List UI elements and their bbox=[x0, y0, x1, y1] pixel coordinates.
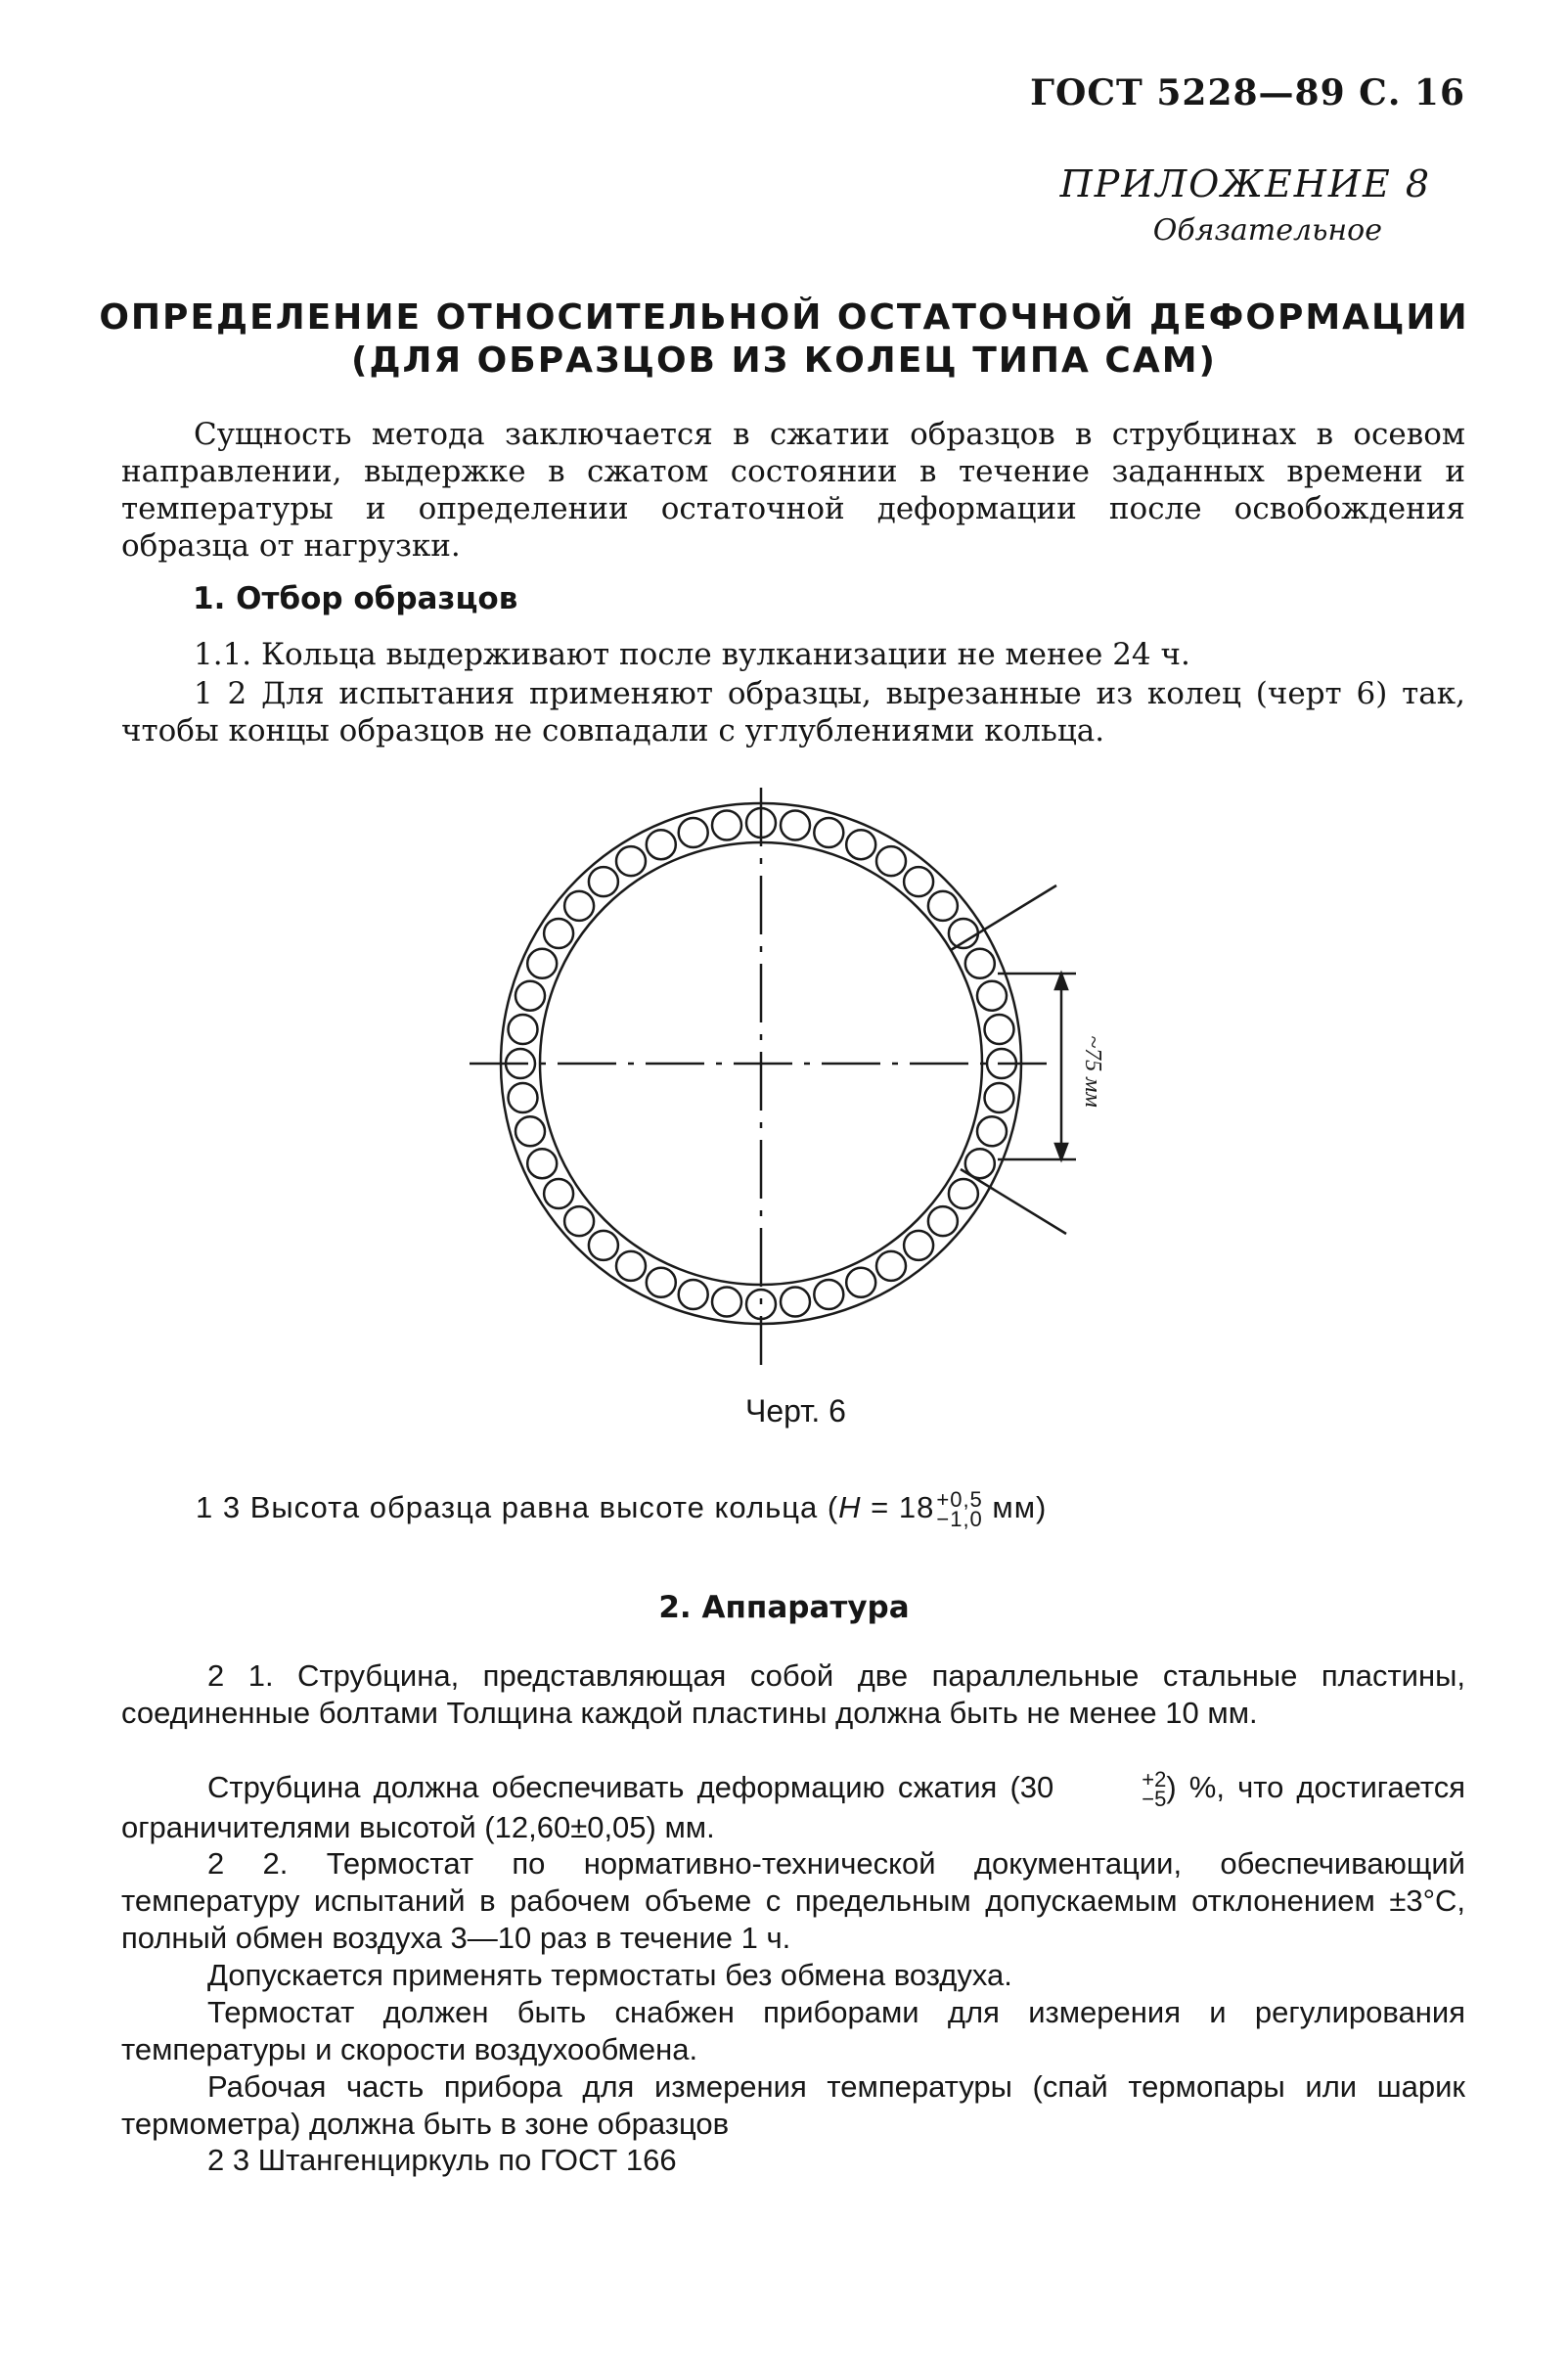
ring-hole bbox=[679, 1280, 708, 1309]
ring-hole bbox=[509, 1015, 538, 1044]
ring-hole bbox=[527, 1149, 557, 1178]
figure-caption: Черт. 6 bbox=[745, 1393, 846, 1429]
paragraph-1-1: 1.1. Кольца выдерживают после вулканизации не менее 24 ч. bbox=[194, 637, 1190, 672]
section-1-heading: 1. Отбор образцов bbox=[193, 581, 518, 616]
appendix-label: ПРИЛОЖЕНИЕ 8 bbox=[1059, 162, 1431, 205]
ring-hole bbox=[977, 1116, 1007, 1146]
ring-hole bbox=[527, 949, 557, 978]
paragraph-2-1: 2 1. Струбцина, представляющая собой две параллельные стальные пластины, соединенные болтами Толщина каждой пластины должна быть не менее 10 мм. bbox=[121, 1658, 1465, 1730]
ring-hole bbox=[781, 811, 810, 840]
p13-tolerance-upper: +0,5 bbox=[936, 1487, 983, 1512]
ring-hole bbox=[712, 1288, 741, 1317]
p13-suffix: мм) bbox=[982, 1490, 1048, 1525]
p13-prefix: 1 3 Высота образца равна высоте кольца ( bbox=[196, 1490, 839, 1525]
p21b-tolerance-lower: −5 bbox=[1142, 1786, 1167, 1811]
p13-tolerance-lower: −1,0 bbox=[936, 1507, 983, 1531]
section-2-heading: 2. Аппаратура bbox=[658, 1590, 910, 1625]
ring-hole bbox=[616, 846, 646, 876]
ring-hole bbox=[846, 830, 875, 859]
intro-paragraph: Сущность метода заключается в сжатии образцов в струбцинах в осевом направлении, выдержке в сжатом состоянии в течение заданных времени и температуры и определении остаточной деформации после освобождения образца от нагрузки. bbox=[121, 417, 1465, 564]
ring-hole bbox=[876, 1251, 906, 1281]
ring-hole bbox=[589, 1231, 618, 1260]
ring-hole bbox=[544, 919, 573, 948]
ring-hole bbox=[515, 981, 545, 1011]
p13-tolerance bbox=[936, 1487, 983, 1531]
ring-hole bbox=[679, 818, 708, 847]
document-header: ГОСТ 5228—89 С. 16 bbox=[1030, 72, 1465, 113]
dimension-arrow-top bbox=[1055, 974, 1067, 989]
ring-hole bbox=[647, 1268, 676, 1297]
ring-hole bbox=[814, 818, 843, 847]
p21b-suffix: ) %, что достигается ограничителями высотой (12,60±0,05) мм. bbox=[121, 1770, 1465, 1844]
paragraph-2-2-c: Термостат должен быть снабжен приборами для измерения и регулирования температуры и скорости воздухообмена. bbox=[121, 1995, 1465, 2066]
ring-hole bbox=[509, 1083, 538, 1112]
ring-hole bbox=[985, 1083, 1014, 1112]
dimension-label: ~75 мм bbox=[1080, 1035, 1105, 1108]
ring-hole bbox=[564, 891, 594, 921]
appendix-status: Обязательное bbox=[1152, 213, 1382, 248]
paragraph-2-1-b bbox=[121, 1766, 1465, 1846]
paragraph-1-3 bbox=[196, 1487, 1048, 1531]
ring-hole bbox=[904, 867, 933, 896]
paragraph-2-2-b: Допускается применять термостаты без обмена воздуха. bbox=[207, 1958, 1012, 1992]
ring-hole bbox=[647, 830, 676, 859]
page-title-line-1: ОПРЕДЕЛЕНИЕ ОТНОСИТЕЛЬНОЙ ОСТАТОЧНОЙ ДЕФОРМАЦИИ bbox=[99, 297, 1469, 338]
ring-hole bbox=[814, 1280, 843, 1309]
ring-hole bbox=[904, 1231, 933, 1260]
paragraph-2-2-d: Рабочая часть прибора для измерения температуры (спай термопары или шарик термометра) должна быть в зоне образцов bbox=[121, 2069, 1465, 2141]
page-title-line-2: (ДЛЯ ОБРАЗЦОВ ИЗ КОЛЕЦ ТИПА САМ) bbox=[351, 340, 1217, 381]
p13-eq: = 18 bbox=[861, 1490, 935, 1525]
dimension-arrow-bottom bbox=[1055, 1144, 1067, 1159]
ring-hole bbox=[876, 846, 906, 876]
ring-hole bbox=[781, 1288, 810, 1317]
p21b-prefix: Струбцина должна обеспечивать деформацию сжатия (30 bbox=[207, 1770, 1054, 1804]
cut-line-top bbox=[951, 885, 1056, 950]
p13-variable: H bbox=[838, 1490, 862, 1525]
ring-hole bbox=[616, 1251, 646, 1281]
ring-hole bbox=[544, 1179, 573, 1208]
paragraph-1-2: 1 2 Для испытания применяют образцы, вырезанные из колец (черт 6) так, чтобы концы образцов не совпадали с углублениями кольца. bbox=[121, 676, 1465, 749]
ring-hole bbox=[965, 949, 995, 978]
ring-hole bbox=[928, 891, 958, 921]
ring-hole bbox=[977, 981, 1007, 1011]
ring-hole bbox=[985, 1015, 1014, 1044]
ring-hole bbox=[928, 1206, 958, 1236]
paragraph-2-2: 2 2. Термостат по нормативно-технической документации, обеспечивающий температуру испытаний в рабочем объеме с предельным допускаемым отклонением ±3°С, полный обмен воздуха 3—10 раз в течение 1 ч. bbox=[121, 1846, 1465, 1955]
ring-hole bbox=[589, 867, 618, 896]
ring-hole bbox=[846, 1268, 875, 1297]
ring-hole bbox=[949, 1179, 978, 1208]
ring-hole bbox=[712, 811, 741, 840]
p21b-tolerance-upper: +2 bbox=[1142, 1766, 1167, 1792]
ring-hole bbox=[564, 1206, 594, 1236]
ring-hole bbox=[515, 1116, 545, 1146]
ring-sample-figure bbox=[450, 778, 1115, 1384]
paragraph-2-3: 2 3 Штангенциркуль по ГОСТ 166 bbox=[207, 2143, 677, 2177]
p21b-tolerance bbox=[1055, 1766, 1167, 1811]
